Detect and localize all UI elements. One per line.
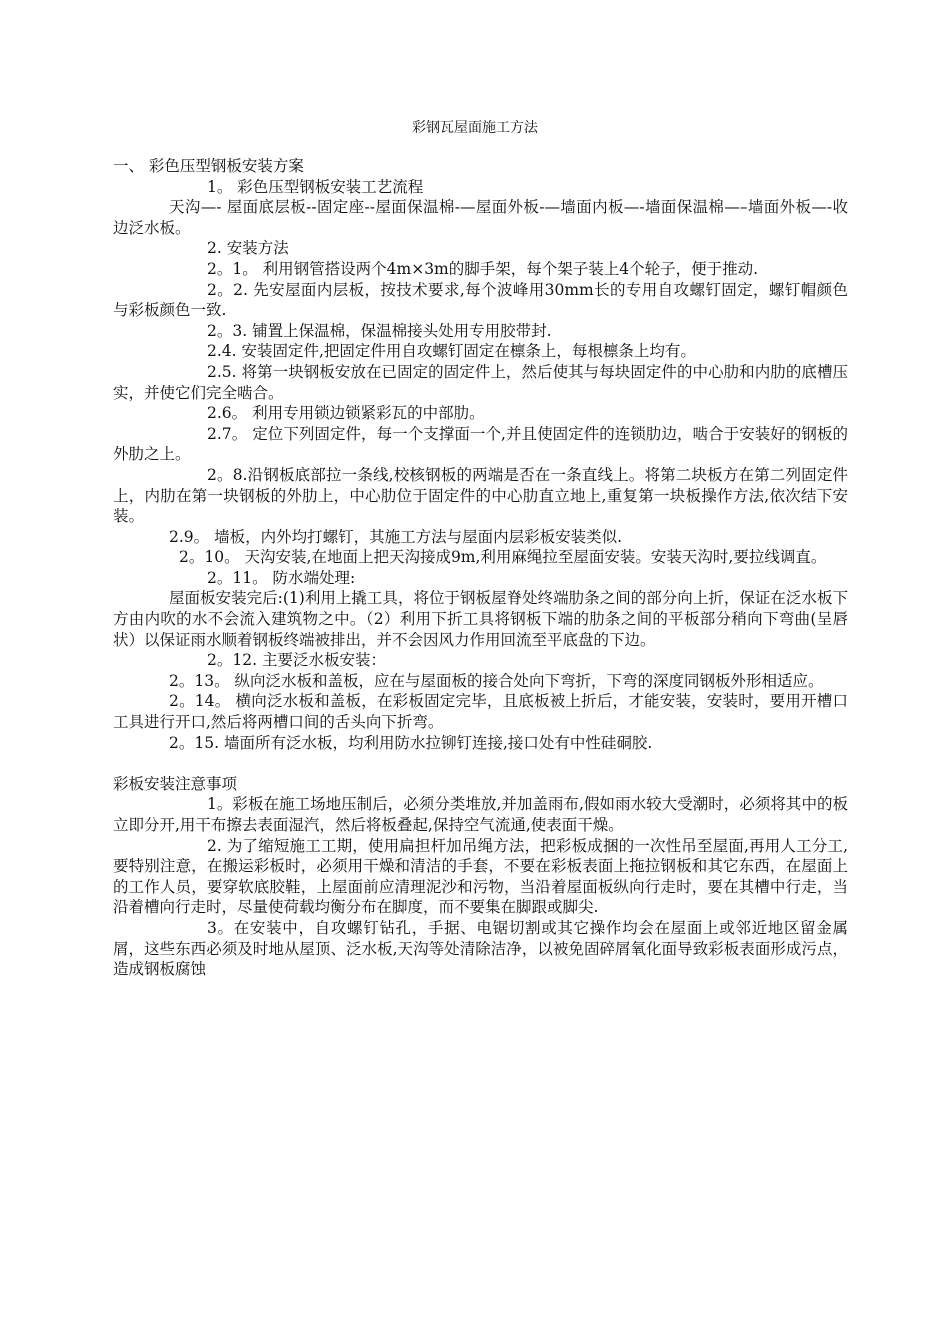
step-paragraph: 2.6。 利用专用锁边锁紧彩瓦的中部肋。 [207, 404, 485, 423]
step-paragraph: 屋面板安装完后:(1)利用上撬工具，将位于钢板屋脊处终端肋条之间的部分向上折，保证在泛水板下方由内吹的水不会流入建筑物之中。（2）利用下折工具将钢板下端的肋条之间的平板部分稍向下弯曲(呈唇状）以保证雨水顺着钢板终端被排出，并不会因风力作用回流至平底盘的下边。 [113, 589, 848, 649]
note-paragraph: 1。彩板在施工场地压制后，必须分类堆放,并加盖雨布,假如雨水较大受潮时，必须将其中的板立即分开,用干布擦去表面湿汽，然后将板叠起,保持空气流通,使表面干燥。 [113, 795, 848, 834]
step-paragraph: 2.9。 墙板，内外均打螺钉，其施工方法与屋面内层彩板安装类似. [169, 527, 623, 546]
step-paragraph: 2。12. 主要泛水板安装： [207, 651, 386, 670]
subheading-method: 2. 安装方法 [207, 239, 289, 258]
step-paragraph: 2。10。 天沟安装,在地面上把天沟接成9m,利用麻绳拉至屋面安装。安装天沟时,要拉线调直。 [179, 548, 827, 567]
step-paragraph: 2。2. 先安屋面内层板，按技术要求,每个波峰用30mm长的专用自攻螺钉固定，螺钉帽颜色与彩板颜色一致. [113, 280, 848, 320]
section-heading-notes: 彩板安装注意事项 [113, 774, 238, 793]
step-paragraph: 2.7。 定位下列固定件，每一个支撑面一个,并且使固定件的连锁肋边，啮合于安装好的钢板的外肋之上。 [113, 424, 848, 464]
note-paragraph: 2. 为了缩短施工工期，使用扁担杆加吊绳方法，把彩板成捆的一次性吊至屋面,再用人工分工,要特别注意，在搬运彩板时，必须用干燥和清洁的手套，不要在彩板表面上拖拉钢板和其它东西，在屋面上的工作人员，要穿软底胶鞋，上屋面前应清理泥沙和污物，当沿着屋面板纵向行走时，要在其槽中行走，当沿着槽向行走时，尽量使荷载均衡分布在脚度，而不要集在脚跟或脚尖. [113, 836, 848, 917]
step-paragraph: 2。13。 纵向泛水板和盖板，应在与屋面板的接合处向下弯折，下弯的深度同钢板外形相适应。 [169, 671, 824, 690]
step-paragraph: 2。14。 横向泛水板和盖板，在彩板固定完毕，且底板被上折后，才能安装，安装时，要用开槽口工具进行开口,然后将两槽口间的舌头向下折弯。 [113, 692, 848, 732]
document-body [113, 156, 848, 980]
step-paragraph: 2.5. 将第一块钢板安放在已固定的固定件上，然后使其与每块固定件的中心肋和内肋的底槽压实，并使它们完全啮合。 [113, 362, 848, 402]
note-paragraph: 3。在安装中，自攻螺钉钻孔，手据、电锯切割或其它操作均会在屋面上或邻近地区留金属屑，这些东西必须及时地从屋顶、泛水板,天沟等处清除洁净，以被免固碎屑氧化面导致彩板表面形成污点，造成钢板腐蚀 [113, 918, 848, 979]
step-paragraph: 2。3. 铺置上保温棉，保温棉接头处用专用胶带封. [207, 321, 552, 340]
step-paragraph: 2。1。 利用钢管搭设两个4m×3m的脚手架，每个架子装上4个轮子，便于推动. [207, 259, 759, 278]
document-title: 彩钢瓦屋面施工方法 [412, 120, 538, 136]
step-paragraph: 2。8.沿钢板底部拉一条线,校核钢板的两端是否在一条直线上。将第二块板方在第二列固定件上，内肋在第一块钢板的外肋上，中心肋位于固定件的中心肋直立地上,重复第一块板操作方法,依次结下安装。 [113, 465, 848, 526]
subheading-process: 1。 彩色压型钢板安装工艺流程 [207, 177, 424, 196]
step-paragraph: 2。15. 墙面所有泛水板，均利用防水拉铆钉连接,接口处有中性硅硐胶. [169, 733, 653, 752]
process-flow-text: 天沟—- 屋面底层板--固定座--屋面保温棉-—屋面外板-—墙面内板—-墙面保温棉—–墙面外板—-收边泛水板。 [113, 198, 848, 237]
step-paragraph: 2.4. 安装固定件,把固定件用自攻螺钉固定在檩条上，每根檩条上均有。 [207, 342, 696, 361]
step-paragraph: 2。11。 防水端处理: [207, 568, 356, 587]
section-heading: 一、 彩色压型钢板安装方案 [113, 157, 304, 175]
